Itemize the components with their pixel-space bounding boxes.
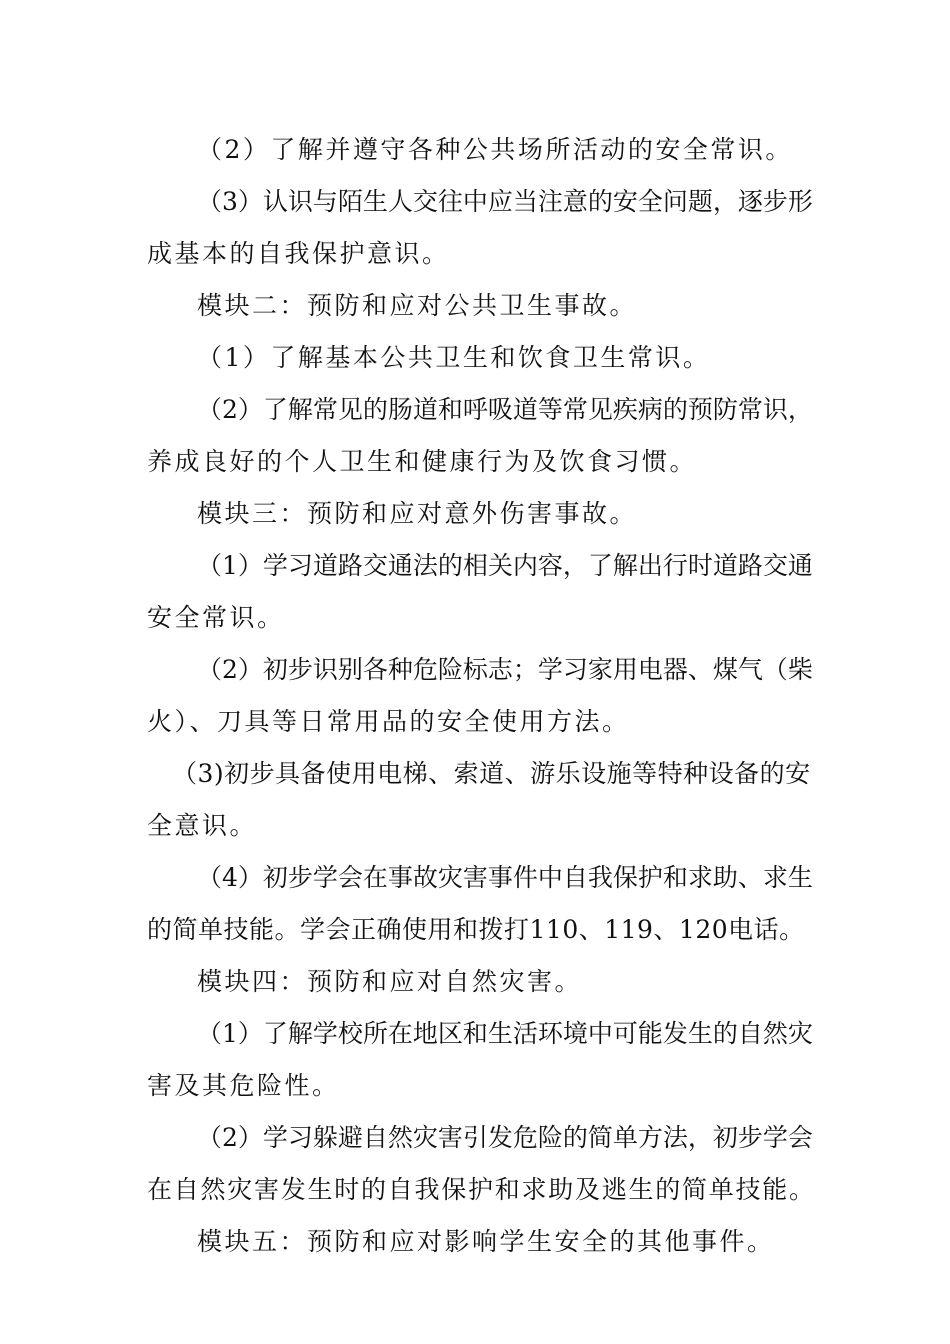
module-4-item-1-line2: 害及其危险性。 [147, 1071, 340, 1100]
module-3-item-1-line1: （1）学习道路交通法的相关内容，了解出行时道路交通 [197, 551, 813, 580]
module-3-item-4-line2: 的简单技能。学会正确使用和拨打110、119、120电话。 [147, 915, 805, 944]
module-3-heading: 模块三：预防和应对意外伤害事故。 [197, 499, 638, 528]
module-3-item-4-line1: （4）初步学会在事故灾害事件中自我保护和求助、求生 [197, 863, 813, 892]
module-4-item-2-line2: 在自然灾害发生时的自我保护和求助及逃生的简单技能。 [147, 1175, 816, 1204]
module-3-item-2-line1: （2）初步识别各种危险标志；学习家用电器、煤气（柴 [197, 655, 813, 684]
item-2-public-places: （2）了解并遵守各种公共场所活动的安全常识。 [197, 135, 793, 164]
module-3-item-2-line2: 火）、刀具等日常用品的安全使用方法。 [147, 707, 630, 736]
item-3-strangers-line2: 成基本的自我保护意识。 [147, 239, 450, 268]
module-5-heading: 模块五：预防和应对影响学生安全的其他事件。 [197, 1227, 775, 1256]
module-4-item-1-line1: （1）了解学校所在地区和生活环境中可能发生的自然灾 [197, 1019, 813, 1048]
module-2-item-2-line2: 养成良好的个人卫生和健康行为及饮食习惯。 [147, 447, 698, 476]
module-3-item-3-line1: （3)初步具备使用电梯、索道、游乐设施等特种设备的安 [172, 759, 811, 788]
module-2-item-2-line1: （2）了解常见的肠道和呼吸道等常见疾病的预防常识， [197, 395, 813, 424]
item-3-strangers-line1: （3）认识与陌生人交往中应当注意的安全问题，逐步形 [197, 187, 813, 216]
module-3-item-3-line2: 全意识。 [147, 811, 258, 840]
module-4-item-2-line1: （2）学习躲避自然灾害引发危险的简单方法，初步学会 [197, 1123, 813, 1152]
module-2-item-1: （1）了解基本公共卫生和饮食卫生常识。 [197, 343, 711, 372]
module-2-heading: 模块二：预防和应对公共卫生事故。 [197, 291, 638, 320]
module-3-item-1-line2: 安全常识。 [147, 603, 285, 632]
module-4-heading: 模块四：预防和应对自然灾害。 [197, 967, 583, 996]
